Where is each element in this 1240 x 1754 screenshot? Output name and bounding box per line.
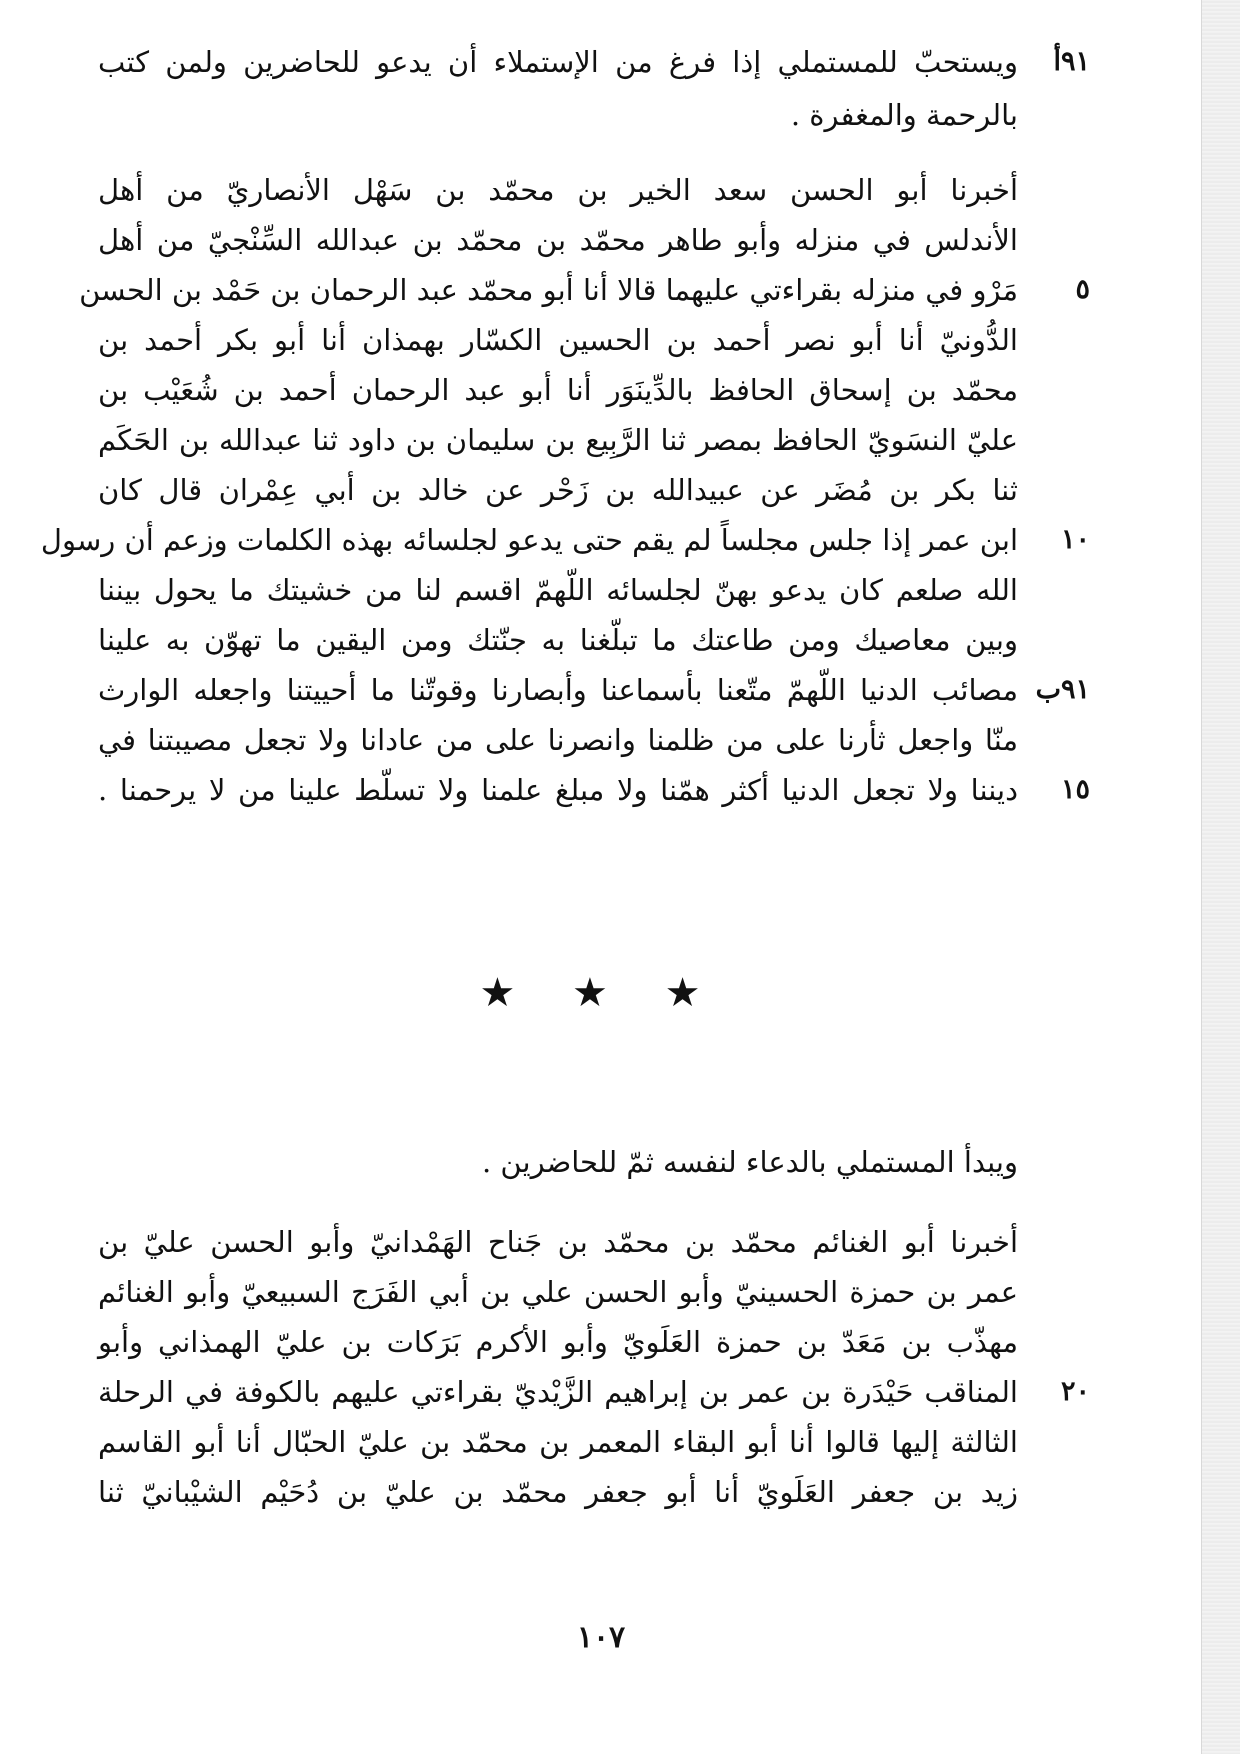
text-line: أخبرنا أبو الغنائم محمّد بن محمّد بن جَناح الهَمْدانيّ وأبو الحسن عليّ بن: [98, 1225, 1018, 1259]
text-line: الثالثة إليها قالوا أنا أبو البقاء المعمر بن محمّد بن عليّ الحبّال أنا أبو القاسم: [98, 1425, 1018, 1459]
line-number-5: ٥: [1075, 274, 1090, 305]
folio-marker-91a: ٩١أ: [1053, 46, 1090, 77]
text-line: ديننا ولا تجعل الدنيا أكثر همّنا ولا مبلغ علمنا ولا تسلّط علينا من لا يرحمنا .: [98, 773, 1018, 807]
text-line: زيد بن جعفر العَلَويّ أنا أبو جعفر محمّد بن عليّ بن دُحَيْم الشيْبانيّ ثنا: [98, 1475, 1018, 1509]
text-line: وبين معاصيك ومن طاعتك ما تبلّغنا به جنّتك ومن اليقين ما تهوّن به علينا: [98, 623, 1018, 657]
text-line: عمر بن حمزة الحسينيّ وأبو الحسن علي بن أبي الفَرَج السبيعيّ وأبو الغنائم: [98, 1275, 1018, 1309]
text-line: ثنا بكر بن مُضَر عن عبيدالله بن زَحْر عن خالد بن أبي عِمْران قال كان: [98, 473, 1018, 507]
text-line: محمّد بن إسحاق الحافظ بالدِّينَوَر أنا أبو عبد الرحمان أحمد بن شُعَيْب بن: [98, 373, 1018, 407]
text-line: عليّ النسَويّ الحافظ بمصر ثنا الرَّبِيع بن سليمان بن داود ثنا عبدالله بن الحَكَم: [98, 423, 1018, 457]
text-line: ويستحبّ للمستملي إذا فرغ من الإستملاء أن يدعو للحاضرين ولمن كتب: [98, 45, 1018, 79]
line-number-15: ١٥: [1060, 774, 1090, 805]
text-line: مَرْو في منزله بقراءتي عليهما قالا أنا أبو محمّد عبد الرحمان بن حَمْد بن الحسن: [79, 273, 1018, 307]
page-number: ١٠٧: [576, 1620, 626, 1655]
text-line: الأندلس في منزله وأبو طاهر محمّد بن محمّد بن عبدالله السِّنْجيّ من أهل: [98, 223, 1018, 257]
folio-marker-91b: ٩١ب: [1035, 674, 1090, 705]
text-line: منّا واجعل ثأرنا على من ظلمنا وانصرنا على من عادانا ولا تجعل مصيبتنا في: [98, 723, 1018, 757]
text-line: مصائب الدنيا اللّهمّ متّعنا بأسماعنا وأبصارنا وقوتّنا ما أحييتنا واجعله الوارث: [98, 673, 1018, 707]
line-number-10: ١٠: [1060, 524, 1090, 555]
text-line: الدُّونيّ أنا أبو نصر أحمد بن الحسين الكسّار بهمذان أنا أبو بكر أحمد بن: [98, 323, 1018, 357]
text-line: مهذّب بن مَعَدّ بن حمزة العَلَويّ وأبو الأكرم بَرَكات بن عليّ الهمذاني وأبو: [98, 1325, 1018, 1359]
text-line: المناقب حَيْدَرة بن عمر بن إبراهيم الزَّيْديّ بقراءتي عليهم بالكوفة في الرحلة: [98, 1375, 1018, 1409]
line-number-20: ٢٠: [1060, 1376, 1090, 1407]
section-separator: ★ ★ ★: [479, 970, 723, 1016]
text-line: ويبدأ المستملي بالدعاء لنفسه ثمّ للحاضرين .: [481, 1145, 1018, 1179]
text-line: أخبرنا أبو الحسن سعد الخير بن محمّد بن سَهْل الأنصاريّ من أهل: [98, 173, 1018, 207]
text-line: بالرحمة والمغفرة .: [790, 98, 1018, 132]
page-edge: [1201, 0, 1240, 1754]
text-line: ابن عمر إذا جلس مجلساً لم يقم حتى يدعو لجلسائه بهذه الكلمات وزعم أن رسول: [40, 523, 1018, 557]
text-line: الله صلعم كان يدعو بهنّ لجلسائه اللّهمّ اقسم لنا من خشيتك ما يحول بيننا: [98, 573, 1018, 607]
